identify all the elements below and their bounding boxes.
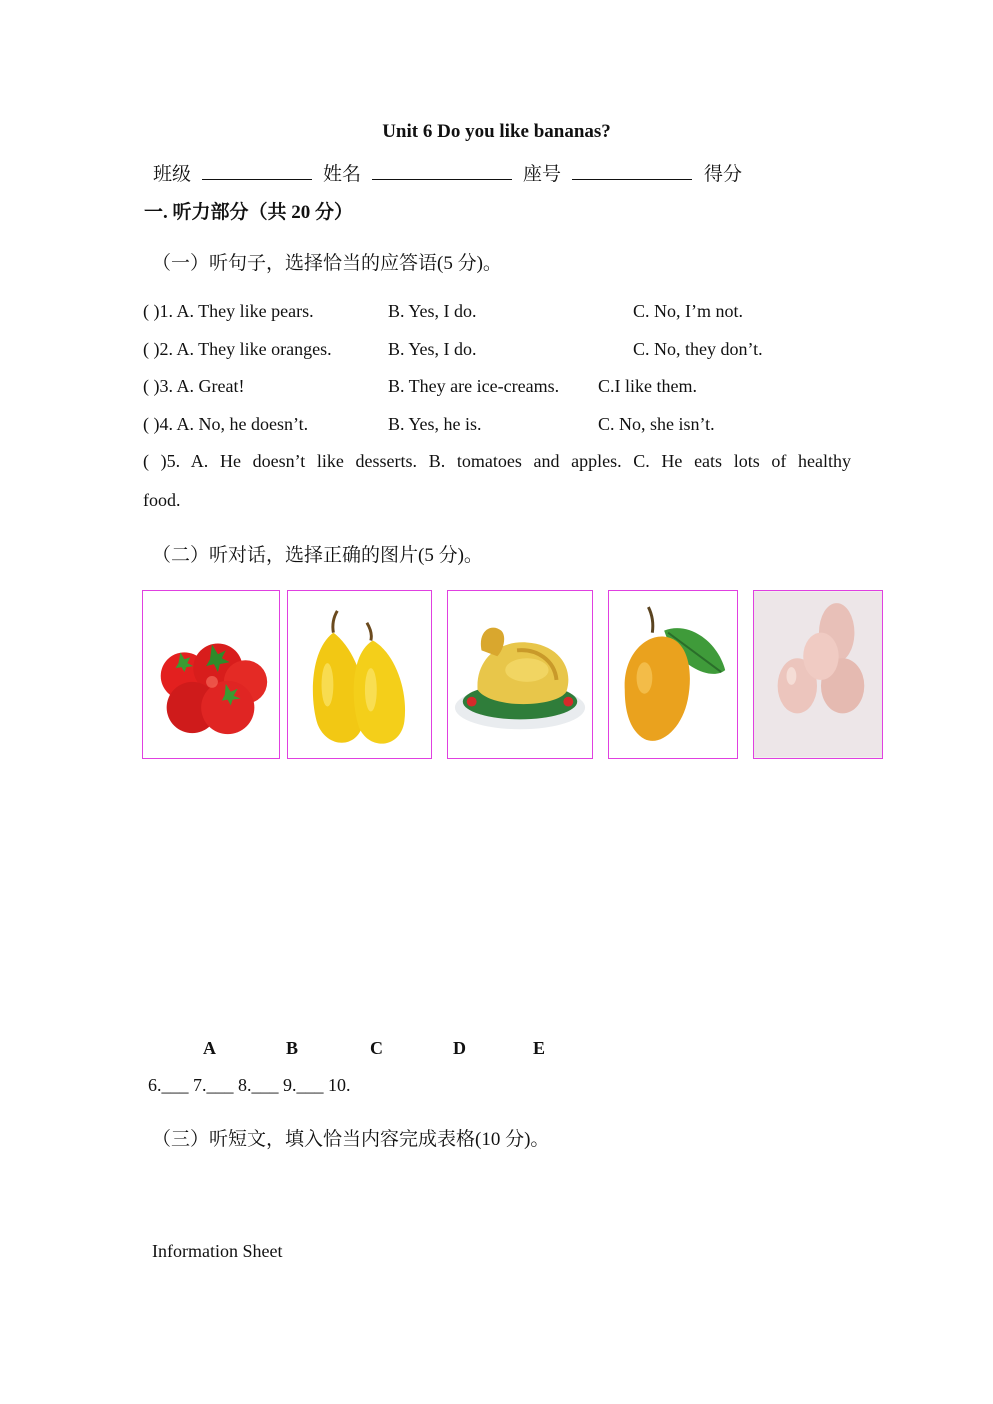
orange-image [608,590,738,759]
section1-heading: （一）听句子，选择恰当的应答语(5 分)。 [152,253,502,274]
name-blank[interactable] [372,161,512,185]
q3-option-a: ( )3. A. Great! [143,376,245,396]
q2-option-b: B. Yes, I do. [388,339,477,359]
q4-option-a: ( )4. A. No, he doesn’t. [143,414,309,434]
answer-line: 6.___ 7.___ 8.___ 9.___ 10. [148,1075,351,1095]
eggs-image [753,590,883,759]
q3-option-b: B. They are ice-creams. [388,376,560,396]
pears-image [287,590,432,759]
section3-heading: （三）听短文，填入恰当内容完成表格(10 分)。 [152,1129,550,1150]
listening-heading: 一. 听力部分（共 20 分） [144,202,354,223]
q1-option-a: ( )1. A. They like pears. [143,301,314,321]
section2-heading: （二）听对话，选择正确的图片(5 分)。 [152,545,483,566]
seat-blank[interactable] [572,161,692,185]
q5-line1: ( )5. A. He doesn’t like desserts. B. tomatoes and apples. C. He eats lots of healthy [143,451,851,471]
page-title: Unit 6 Do you like bananas? [382,121,611,142]
q4-option-c: C. No, she isn’t. [598,414,715,434]
class-blank[interactable] [202,161,312,185]
letter-c: C [370,1038,383,1058]
q2-option-a: ( )2. A. They like oranges. [143,339,332,359]
q5-line2: food. [143,490,181,510]
chicken-image [447,590,593,759]
class-label: 班级 [153,164,192,185]
q2-option-c: C. No, they don’t. [633,339,763,359]
score-label: 得分 [704,164,743,185]
q3-option-c: C.I like them. [598,376,697,396]
letter-d: D [453,1038,466,1058]
letter-a: A [203,1038,216,1058]
tomatoes-image [142,590,280,759]
seat-label: 座号 [523,164,562,185]
q4-option-b: B. Yes, he is. [388,414,482,434]
letter-e: E [533,1038,546,1058]
q1-option-c: C. No, I’m not. [633,301,743,321]
q1-option-b: B. Yes, I do. [388,301,477,321]
name-label: 姓名 [323,164,362,185]
letter-b: B [286,1038,299,1058]
information-sheet-label: Information Sheet [152,1241,283,1261]
